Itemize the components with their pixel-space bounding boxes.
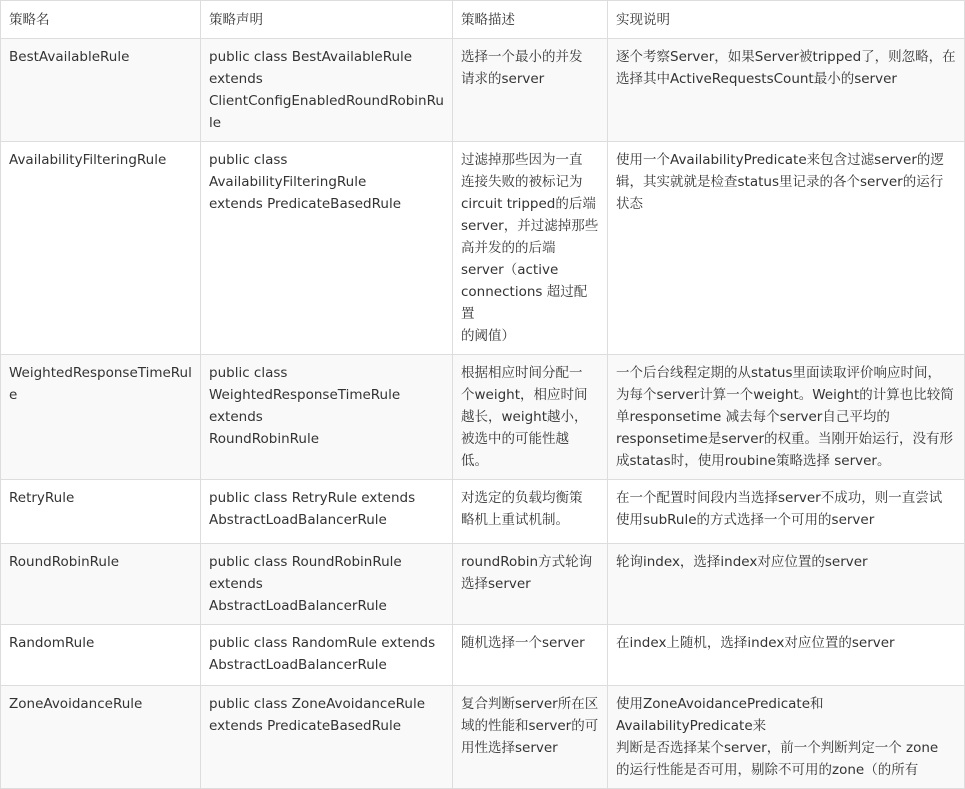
- cell-description: 复合判断server所在区 域的性能和server的可 用性选择server: [453, 686, 608, 789]
- table-header-row: [1, 1, 965, 39]
- cell-description: 选择一个最小的并发 请求的server: [453, 39, 608, 142]
- cell-implementation: 使用ZoneAvoidancePredicate和AvailabilityPredicate来 判断是否选择某个server，前一个判断判定一个 zone 的运行性能是否可用，剔除不可用的zone（的所有: [608, 686, 965, 789]
- cell-description: roundRobin方式轮询 选择server: [453, 544, 608, 625]
- cell-description: 根据相应时间分配一 个weight，相应时间 越长，weight越小， 被选中的可能性越 低。: [453, 355, 608, 480]
- cell-declaration: public class WeightedResponseTimeRule extends RoundRobinRule: [201, 355, 453, 480]
- table-row: [1, 142, 965, 355]
- table-row: [1, 625, 965, 686]
- cell-declaration: public class RandomRule extends AbstractLoadBalancerRule: [201, 625, 453, 686]
- header-implementation: 实现说明: [608, 1, 965, 39]
- cell-declaration: public class AvailabilityFilteringRule extends PredicateBasedRule: [201, 142, 453, 355]
- cell-declaration: public class RetryRule extends AbstractLoadBalancerRule: [201, 480, 453, 544]
- table-row: [1, 39, 965, 142]
- cell-rule-name: ZoneAvoidanceRule: [1, 686, 201, 789]
- cell-rule-name: BestAvailableRule: [1, 39, 201, 142]
- cell-implementation: 一个后台线程定期的从status里面读取评价响应时间， 为每个server计算一个weight。Weight的计算也比较简 单responsetime 减去每个server自己平均的 responsetime是server的权重。当刚开始运行，没有形 成statas时，使用roubine策略选择 server。: [608, 355, 965, 480]
- cell-rule-name: RetryRule: [1, 480, 201, 544]
- cell-implementation: 在index上随机，选择index对应位置的server: [608, 625, 965, 686]
- cell-declaration: public class ZoneAvoidanceRule extends PredicateBasedRule: [201, 686, 453, 789]
- header-rule-name: 策略名: [1, 1, 201, 39]
- cell-declaration: public class RoundRobinRule extends AbstractLoadBalancerRule: [201, 544, 453, 625]
- cell-rule-name: WeightedResponseTimeRule: [1, 355, 201, 480]
- cell-implementation: 轮询index，选择index对应位置的server: [608, 544, 965, 625]
- cell-implementation: 在一个配置时间段内当选择server不成功，则一直尝试 使用subRule的方式选择一个可用的server: [608, 480, 965, 544]
- table-row: [1, 355, 965, 480]
- cell-description: 随机选择一个server: [453, 625, 608, 686]
- header-rule-description: 策略描述: [453, 1, 608, 39]
- header-rule-declaration: 策略声明: [201, 1, 453, 39]
- cell-description: 过滤掉那些因为一直 连接失败的被标记为 circuit tripped的后端 server，并过滤掉那些 高并发的的后端 server（active connections 超过配置 的阈值）: [453, 142, 608, 355]
- table-row: [1, 544, 965, 625]
- cell-rule-name: RandomRule: [1, 625, 201, 686]
- cell-rule-name: AvailabilityFilteringRule: [1, 142, 201, 355]
- table-row: [1, 480, 965, 544]
- cell-declaration: public class BestAvailableRule extends ClientConfigEnabledRoundRobinRule: [201, 39, 453, 142]
- cell-implementation: 使用一个AvailabilityPredicate来包含过滤server的逻 辑，其实就就是检查status里记录的各个server的运行 状态: [608, 142, 965, 355]
- cell-description: 对选定的负载均衡策 略机上重试机制。: [453, 480, 608, 544]
- cell-rule-name: RoundRobinRule: [1, 544, 201, 625]
- cell-implementation: 逐个考察Server，如果Server被tripped了，则忽略，在 选择其中ActiveRequestsCount最小的server: [608, 39, 965, 142]
- table-row: [1, 686, 965, 789]
